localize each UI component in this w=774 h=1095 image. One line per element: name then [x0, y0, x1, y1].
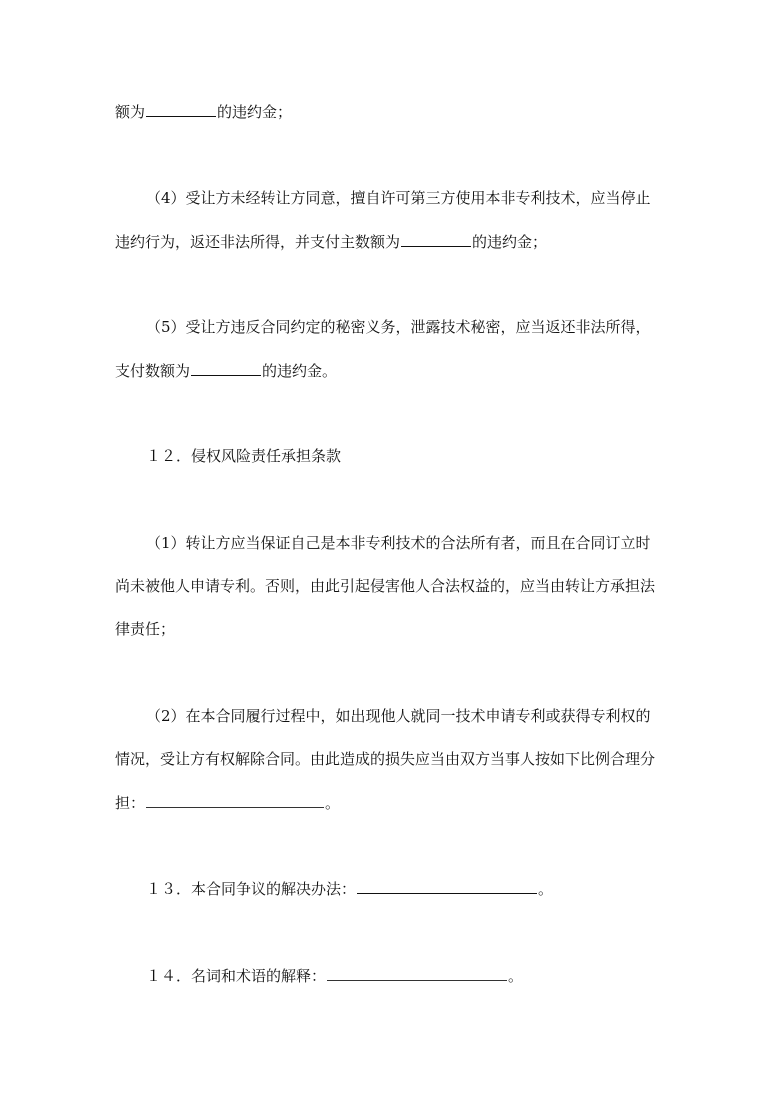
clause-12-1-line-3 — [115, 619, 175, 639]
clause-5-line-1 — [146, 317, 651, 337]
text-segment: 。 — [508, 967, 524, 985]
clause-4-text: （4）受让方未经转让方同意，擅自许可第三方使用本非专利技术，应当停止 — [146, 189, 651, 207]
text-segment: 担： — [115, 794, 146, 812]
text-segment: 额为 — [115, 103, 146, 121]
text-segment: 支付数额为 — [115, 362, 191, 380]
clause-12-2-text: 情况，受让方有权解除合同。由此造成的损失应当由双方当事人按如下比例合理分 — [115, 750, 656, 768]
clause-4-line-1 — [146, 188, 651, 208]
blank-field-loss-ratio[interactable] — [146, 792, 324, 808]
clause-12-1-text: （1）转让方应当保证自己是本非专利技术的合法所有者，而且在合同订立时 — [146, 534, 651, 552]
clause-12-1-text: 尚未被他人申请专利。否则，由此引起侵害他人合法权益的，应当由转让方承担法 — [115, 577, 656, 595]
clause-12-1-text: 律责任； — [115, 620, 176, 638]
clause-12-1-line-2 — [115, 576, 655, 596]
clause-12-2-line-3 — [115, 792, 340, 813]
clause-12-1-line-1 — [146, 533, 651, 553]
clause-4-line-2 — [115, 231, 547, 252]
section-12-heading — [146, 446, 341, 466]
text-segment: 的违约金。 — [262, 362, 338, 380]
section-13-heading — [146, 878, 553, 899]
section-13-title: １３．本合同争议的解决办法： — [146, 880, 357, 898]
blank-field-clause-5-amount[interactable] — [191, 360, 261, 376]
clause-12-2-line-1 — [146, 706, 651, 726]
blank-field-amount[interactable] — [146, 101, 216, 117]
blank-field-clause-4-amount[interactable] — [401, 231, 471, 247]
text-segment: 。 — [325, 794, 341, 812]
text-segment: 的违约金； — [217, 103, 293, 121]
text-segment: 。 — [538, 880, 554, 898]
section-14-title: １４．名词和术语的解释： — [146, 967, 327, 985]
clause-5-line-2 — [115, 360, 337, 381]
blank-field-dispute-resolution[interactable] — [357, 878, 537, 894]
clause-5-text: （5）受让方违反合同约定的秘密义务，泄露技术秘密，应当返还非法所得， — [146, 318, 651, 336]
text-segment: 违约行为，返还非法所得，并支付主数额为 — [115, 233, 401, 251]
section-14-heading — [146, 965, 523, 986]
text-segment: 的违约金； — [472, 233, 548, 251]
clause-12-2-line-2 — [115, 749, 655, 769]
section-12-title: １２．侵权风险责任承担条款 — [146, 447, 342, 465]
penalty-line-amount — [115, 101, 292, 122]
clause-12-2-text: （2）在本合同履行过程中，如出现他人就同一技术申请专利或获得专利权的 — [146, 707, 651, 725]
blank-field-terms-definition[interactable] — [327, 965, 507, 981]
